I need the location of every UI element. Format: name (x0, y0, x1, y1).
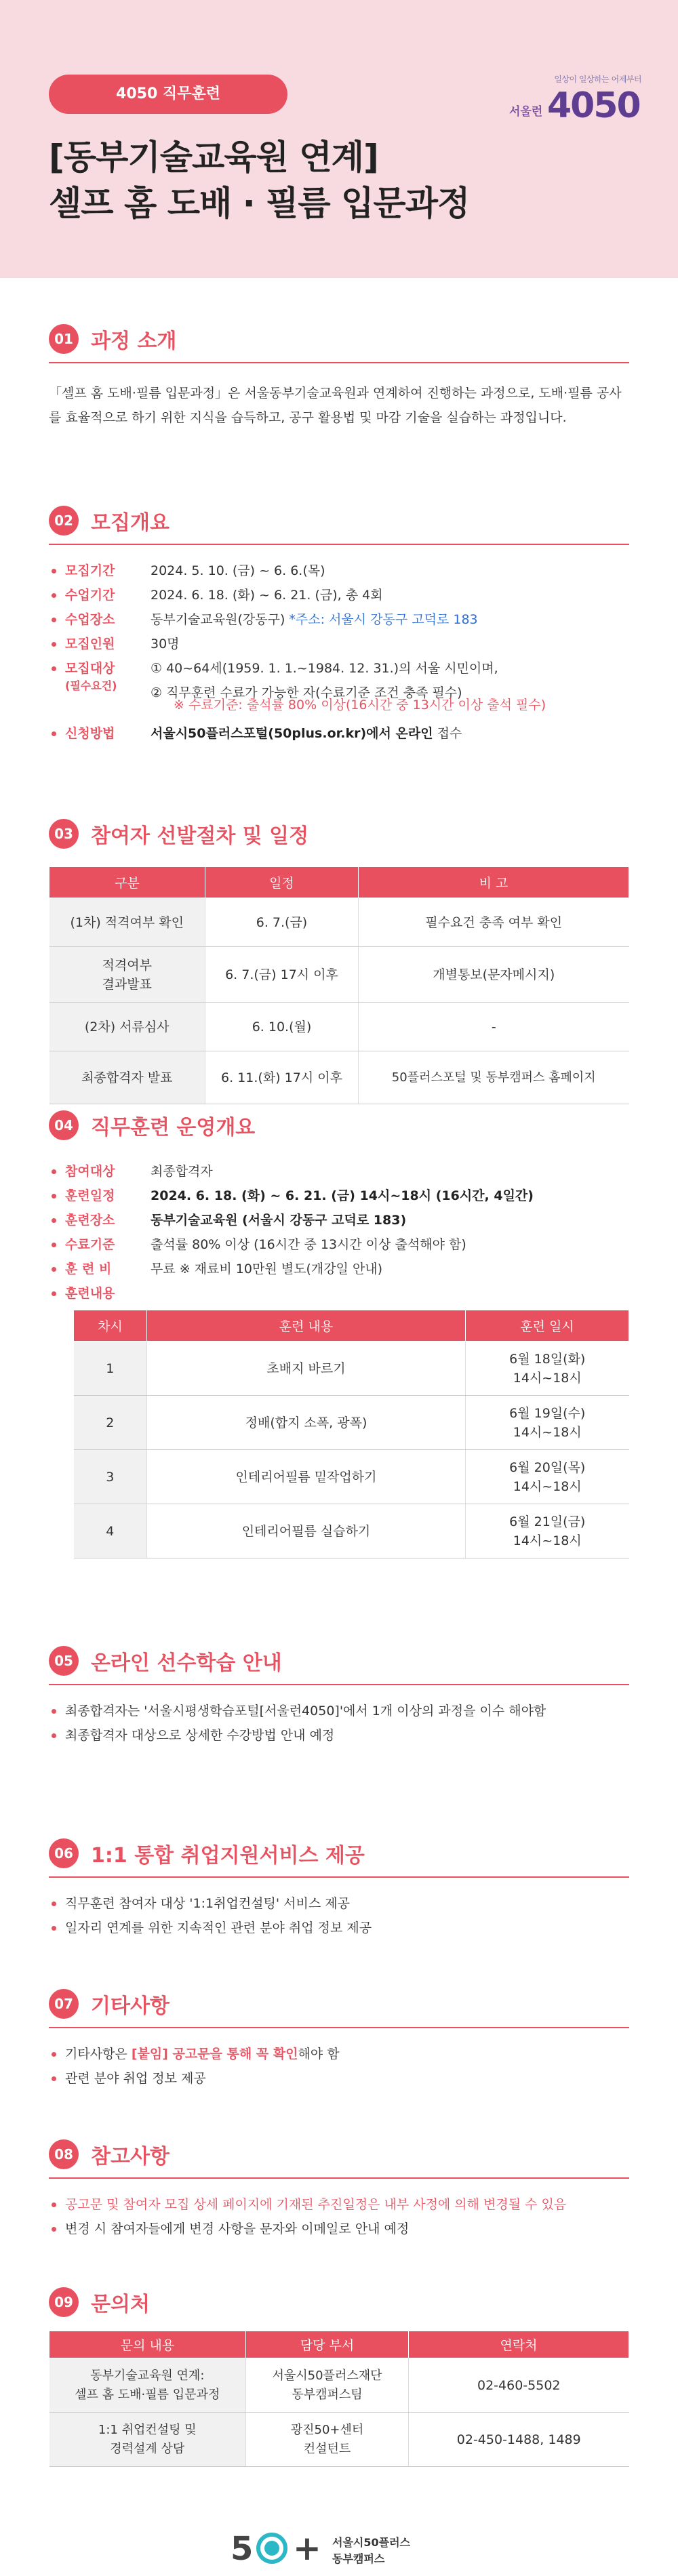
info-key: 모집인원 (49, 632, 151, 656)
info-key: 수업기간 (49, 583, 151, 607)
table-cell: 인테리어필름 실습하기 (147, 1504, 466, 1558)
list-item: 최종합격자는 '서울시평생학습포털[서울런4050]'에서 1개 이상의 과정을 이수 해야함 (49, 1699, 629, 1723)
time-line: 14시~18시 (513, 1478, 582, 1494)
list-item (49, 2042, 629, 2066)
section-number: 06 (49, 1838, 79, 1868)
table-cell: 개별통보(문자메시지) (359, 947, 629, 1003)
section-notes (49, 2139, 629, 2241)
info-value (151, 607, 478, 632)
table-cell: 6. 11.(화) 17시 이후 (205, 1051, 359, 1104)
info-row (49, 1232, 629, 1257)
info-row (49, 559, 629, 583)
dept-line-2: 컨설턴트 (303, 2441, 351, 2456)
section-online-prelearning (49, 1646, 629, 1748)
info-row (49, 607, 629, 632)
info-row (49, 632, 629, 656)
info-key: 신청방법 (49, 721, 151, 746)
table-cell: (2차) 서류심사 (49, 1003, 205, 1051)
section-number: 07 (49, 1989, 79, 2019)
section-header (49, 2287, 629, 2325)
table-cell (466, 1396, 629, 1450)
logo-tagline: 일상이 일상하는 어제부터 (554, 75, 641, 84)
location-text: 동부기술교육원(강동구) (151, 612, 285, 627)
time-line: 14시~18시 (513, 1533, 582, 1548)
table-header-cell: 비 고 (359, 867, 629, 898)
table-row (49, 2413, 629, 2467)
info-row (49, 583, 629, 607)
bullet-list (49, 2192, 629, 2241)
info-key: 모집기간 (49, 559, 151, 583)
table-header-cell: 구분 (49, 867, 205, 898)
table-cell: 초배지 바르기 (147, 1342, 466, 1396)
info-row (49, 1257, 629, 1281)
logo-text-line-2: 동부캠퍼스 (332, 2552, 385, 2565)
info-key: 훈 련 비 (49, 1257, 151, 1281)
time-line: 14시~18시 (513, 1424, 582, 1440)
table-cell: 6. 7.(금) 17시 이후 (205, 947, 359, 1003)
bullet-list (49, 1891, 629, 1940)
section-header (49, 506, 629, 545)
table-cell: (1차) 적격여부 확인 (49, 898, 205, 947)
info-key: 훈련내용 (49, 1281, 151, 1306)
table-header-cell: 차시 (74, 1310, 147, 1342)
info-key: 참여대상 (49, 1159, 151, 1184)
info-value: 2024. 6. 18. (화) ~ 6. 21. (금), 총 4회 (151, 588, 383, 603)
date-line: 6월 18일(화) (509, 1351, 586, 1367)
info-value: 출석률 80% 이상 (16시간 중 13시간 이상 출석해야 함) (151, 1237, 466, 1252)
address-text: *주소: 서울시 강동구 고덕로 183 (289, 612, 478, 627)
table-cell: 2 (74, 1396, 147, 1450)
list-item: 직무훈련 참여자 대상 '1:1취업컨설팅' 서비스 제공 (49, 1891, 629, 1916)
completion-note: ※ 수료기준: 출석률 80% 이상(16시간 중 13시간 이상 출석 필수) (174, 698, 546, 712)
table-header-cell: 문의 내용 (49, 2331, 246, 2358)
misc-text-a: 기타사항은 (65, 2047, 132, 2061)
table-header-cell: 담당 부서 (246, 2331, 409, 2358)
section-title: 온라인 선수학습 안내 (91, 1651, 282, 1675)
footer-50plus-logo (231, 2529, 461, 2569)
dept-line-1: 광진50+센터 (290, 2422, 364, 2437)
section-number: 04 (49, 1110, 79, 1140)
table-cell (49, 2413, 246, 2467)
table-row (74, 1342, 629, 1396)
table-row (49, 1051, 629, 1104)
table-header-cell: 훈련 내용 (147, 1310, 466, 1342)
section-title: 1:1 통합 취업지원서비스 제공 (91, 1844, 365, 1868)
table-row (49, 2358, 629, 2413)
target-key: 모집대상 (65, 661, 115, 676)
time-line: 14시~18시 (513, 1370, 582, 1386)
table-cell (466, 1342, 629, 1396)
section-number: 01 (49, 324, 79, 354)
table-header-cell: 일정 (205, 867, 359, 898)
info-value: 2024. 5. 10. (금) ~ 6. 6.(목) (151, 563, 325, 578)
section-header (49, 324, 629, 363)
table-cell: 정배(합지 소폭, 광폭) (147, 1396, 466, 1450)
info-row-apply (49, 721, 629, 746)
logo-digit-5: 5 (231, 2530, 254, 2568)
info-value: 최종합격자 (151, 1164, 213, 1179)
table-cell (49, 2358, 246, 2413)
section-header (49, 1646, 629, 1685)
table-cell (246, 2413, 409, 2467)
inquiry-line-2: 경력설계 상담 (110, 2441, 185, 2456)
table-cell: 3 (74, 1450, 147, 1504)
section-contact (49, 2287, 629, 2467)
training-info (49, 1159, 629, 1306)
section-header (49, 1110, 629, 1148)
table-cell: 6. 7.(금) (205, 898, 359, 947)
table-row (49, 947, 629, 1003)
section-training-overview (49, 1110, 629, 1558)
table-cell: 인테리어필름 밑작업하기 (147, 1450, 466, 1504)
info-row (49, 1281, 629, 1306)
table-header-row (49, 2331, 629, 2358)
table-row (49, 1003, 629, 1051)
table-cell: 50플러스포털 및 동부캠퍼스 홈페이지 (359, 1051, 629, 1104)
list-item: 최종합격자 대상으로 상세한 수강방법 안내 예정 (49, 1723, 629, 1748)
table-cell (466, 1450, 629, 1504)
section-number: 09 (49, 2287, 79, 2317)
section-title: 문의처 (91, 2293, 150, 2316)
info-key: 수업장소 (49, 607, 151, 632)
table-row (74, 1450, 629, 1504)
page-title (49, 134, 469, 226)
section-title: 참고사항 (91, 2145, 170, 2169)
list-item: 관련 분야 취업 정보 제공 (49, 2066, 629, 2091)
info-value: 30명 (151, 637, 180, 651)
title-line-2: 셀프 홈 도배 · 필름 입문과정 (49, 184, 470, 223)
table-cell: 1 (74, 1342, 147, 1396)
table-cell: 최종합격자 발표 (49, 1051, 205, 1104)
bullet-list (49, 1699, 629, 1748)
seoul-run-4050-logo (505, 73, 644, 127)
info-key: 훈련일정 (49, 1184, 151, 1208)
table-cell: 02-450-1488, 1489 (409, 2413, 629, 2467)
selection-table (49, 866, 629, 1104)
list-item: 공고문 및 참여자 모집 상세 페이지에 기재된 추진일정은 내부 사정에 의해 변경될 수 있음 (49, 2192, 629, 2217)
list-item: 변경 시 참여자들에게 변경 사항을 문자와 이메일로 안내 예정 (49, 2217, 629, 2241)
section-header (49, 2139, 629, 2179)
list-item: 일자리 연계를 위한 지속적인 관련 분야 취업 정보 제공 (49, 1916, 629, 1940)
table-header-cell: 훈련 일시 (466, 1310, 629, 1342)
misc-text-c: 해야 함 (298, 2047, 340, 2061)
logo-text-line-1: 서울시50플러스 (332, 2536, 411, 2549)
table-cell: 02-460-5502 (409, 2358, 629, 2413)
bullet-list (49, 2042, 629, 2091)
table-cell: 6. 10.(월) (205, 1003, 359, 1051)
info-value (151, 721, 462, 746)
section-title: 참여자 선발절차 및 일정 (91, 824, 309, 848)
target-condition-1: ① 40~64세(1959. 1. 1.~1984. 12. 31.)의 서울 시민이며, (151, 661, 498, 676)
info-row (49, 1184, 629, 1208)
table-header-row (49, 867, 629, 898)
misc-text-highlight: [붙임] 공고문을 통해 꼭 확인 (131, 2047, 298, 2061)
date-line: 6월 21일(금) (509, 1514, 586, 1529)
logo-ring-icon (256, 2533, 287, 2564)
dept-line-2: 동부캠퍼스팀 (292, 2387, 363, 2402)
section-recruitment (49, 506, 629, 746)
inquiry-line-1: 동부기술교육원 연계: (90, 2368, 205, 2383)
table-cell: 적격여부 결과발표 (49, 947, 205, 1003)
section-title: 직무훈련 운영개요 (91, 1116, 256, 1140)
logo-number: 4050 (547, 85, 640, 126)
table-cell: - (359, 1003, 629, 1051)
date-line: 6월 19일(수) (509, 1405, 586, 1421)
inquiry-line-2: 셀프 홈 도배·필름 입문과정 (75, 2387, 220, 2402)
title-line-1: [동부기술교육원 연계] (49, 138, 378, 177)
training-schedule-table (73, 1310, 629, 1558)
logo-plus-icon: + (293, 2529, 321, 2568)
table-row (74, 1504, 629, 1558)
info-key (49, 656, 151, 705)
info-key: 훈련장소 (49, 1208, 151, 1232)
section-title: 기타사항 (91, 1994, 170, 2018)
info-key: 수료기준 (49, 1232, 151, 1257)
dept-line-1: 서울시50플러스재단 (272, 2368, 382, 2383)
target-subnote: (필수요건) (65, 679, 117, 692)
info-row (49, 1208, 629, 1232)
section-number: 02 (49, 506, 79, 536)
section-misc (49, 1989, 629, 2091)
table-header-cell: 연락처 (409, 2331, 629, 2358)
section-header (49, 1989, 629, 2028)
category-pill: 4050 직무훈련 (49, 75, 287, 114)
info-value: 동부기술교육원 (서울시 강동구 고덕로 183) (151, 1213, 407, 1228)
apply-method: 서울시50플러스포털(50plus.or.kr)에서 온라인 (151, 726, 433, 741)
info-value: 무료 ※ 재료비 10만원 별도(개강일 안내) (151, 1262, 383, 1276)
section-header (49, 1838, 629, 1878)
section-employment-support (49, 1838, 629, 1940)
section-selection (49, 819, 629, 1104)
recruit-info (49, 559, 629, 746)
target-condition-2: ② 직무훈련 수료가 가능한 자(수료기준 조건 충족 필수) (151, 685, 462, 700)
info-row (49, 1159, 629, 1184)
section-course-intro (49, 324, 629, 430)
intro-text: 「셀프 홈 도배·필름 입문과정」은 서울동부기술교육원과 연계하여 진행하는 과정으로, 도배·필름 공사를 효율적으로 하기 위한 지식을 습득하고, 공구 활용법 및 마감 기술을 실습하는 과정입니다. (49, 386, 622, 425)
logo-seoul-text: 서울런 (509, 105, 543, 119)
apply-method-suffix: 접수 (437, 726, 462, 741)
section-number: 08 (49, 2139, 79, 2169)
section-number: 03 (49, 819, 79, 849)
header-banner (0, 0, 678, 278)
table-cell (466, 1504, 629, 1558)
table-row (49, 898, 629, 947)
section-title: 과정 소개 (91, 329, 177, 353)
section-number: 05 (49, 1646, 79, 1676)
section-header (49, 819, 629, 857)
date-line: 6월 20일(목) (509, 1460, 586, 1475)
table-cell: 4 (74, 1504, 147, 1558)
inquiry-line-1: 1:1 취업컨설팅 및 (98, 2422, 197, 2437)
contact-table (49, 2331, 629, 2467)
table-cell (246, 2358, 409, 2413)
table-row (74, 1396, 629, 1450)
info-value: 2024. 6. 18. (화) ~ 6. 21. (금) 14시~18시 (16시간, 4일간) (151, 1188, 534, 1203)
table-header-row (74, 1310, 629, 1342)
section-title: 모집개요 (91, 511, 170, 535)
table-cell: 필수요건 충족 여부 확인 (359, 898, 629, 947)
